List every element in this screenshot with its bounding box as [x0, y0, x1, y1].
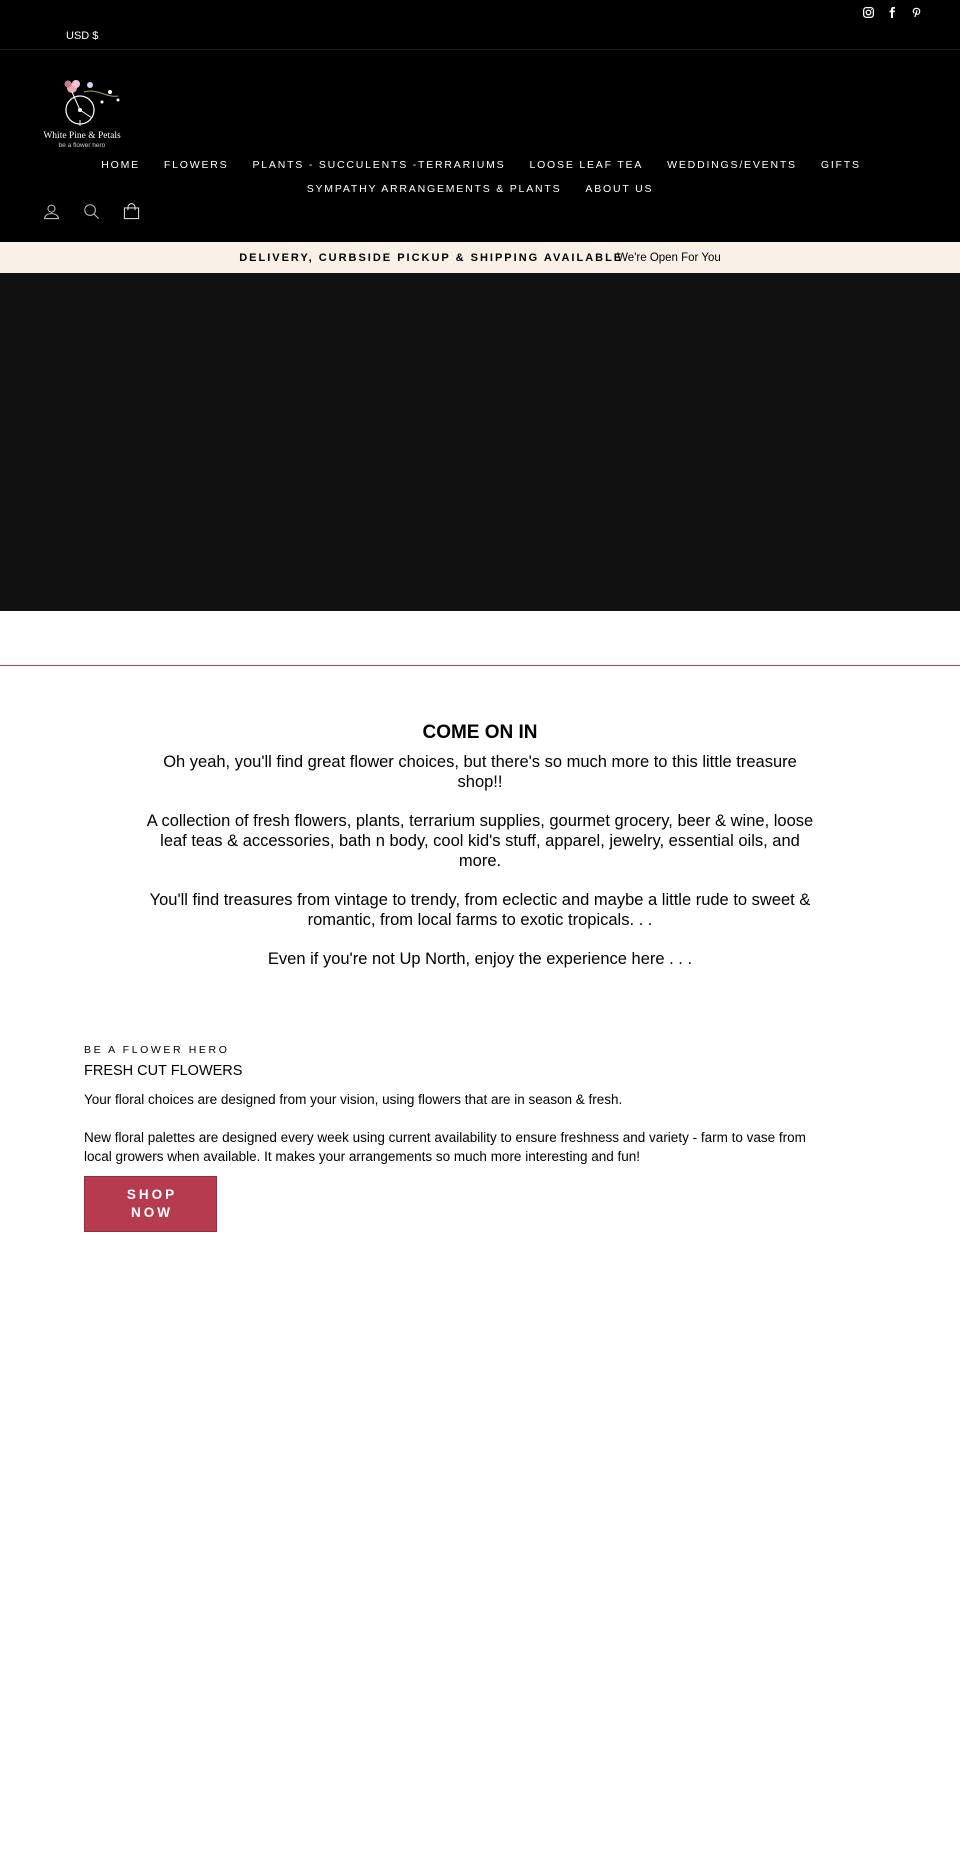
intro-section [140, 722, 820, 988]
facebook-icon[interactable] [884, 4, 900, 20]
intro-paragraph-4: Even if you're not Up North, enjoy the experience here . . . [267, 950, 693, 968]
cart-icon[interactable] [120, 200, 142, 222]
pinterest-icon[interactable] [908, 4, 924, 20]
section-divider [0, 665, 960, 666]
feature-kicker: BE A FLOWER HERO [84, 1044, 230, 1056]
instagram-icon[interactable] [860, 4, 876, 20]
hero-banner [0, 273, 960, 611]
shop-now-button[interactable] [84, 1176, 217, 1232]
nav-loose-leaf-tea[interactable]: LOOSE LEAF TEA [529, 159, 644, 171]
feature-section [84, 1044, 824, 1232]
intro-heading: COME ON IN [422, 722, 538, 743]
nav-flowers[interactable]: FLOWERS [163, 159, 229, 171]
site-header [0, 50, 960, 242]
nav-plants[interactable]: PLANTS - SUCCULENTS -TERRARIUMS [252, 159, 506, 171]
nav-sympathy[interactable]: SYMPATHY ARRANGEMENTS & PLANTS [306, 183, 562, 195]
shop-now-line-2: NOW [131, 1205, 173, 1220]
intro-paragraph-1: Oh yeah, you'll find great flower choices, but there's so much more to this little treasure shop!! [163, 753, 797, 791]
logo-tagline: be a flower hero [58, 142, 106, 149]
search-icon[interactable] [80, 200, 102, 222]
announcement-bar [0, 242, 960, 273]
announcement-regular: We're Open For You [617, 251, 721, 264]
feature-paragraph-2: New floral palettes are designed every week using current availability to ensure freshness and variety - farm to vase from local growers when available. It makes your arrangements so much more interesting and fun! [84, 1130, 806, 1164]
nav-home[interactable]: HOME [101, 159, 140, 171]
top-bar [0, 0, 960, 50]
shop-now-line-1: SHOP [126, 1187, 178, 1202]
feature-title: FRESH CUT FLOWERS [84, 1063, 243, 1079]
nav-about-us[interactable]: ABOUT US [585, 183, 654, 195]
logo-title: White Pine & Petals [43, 131, 121, 141]
intro-paragraph-2: A collection of fresh flowers, plants, terrarium supplies, gourmet grocery, beer & wine, loose leaf teas & accessories, bath n body, cool kid's stuff, apparel, jewelry, essential oils, and more. [146, 812, 814, 870]
user-icon[interactable] [40, 200, 62, 222]
social-links [860, 4, 924, 20]
header-actions [40, 200, 142, 222]
intro-paragraph-3: You'll find treasures from vintage to trendy, from eclectic and maybe a little rude to sweet & romantic, from local farms to exotic tropicals. . . [149, 891, 811, 929]
announcement-bold: DELIVERY, CURBSIDE PICKUP & SHIPPING AVAILABLE [239, 251, 624, 264]
currency-selector[interactable]: USD $ [66, 30, 99, 42]
nav-weddings-events[interactable]: WEDDINGS/EVENTS [667, 159, 797, 171]
feature-paragraph-1: Your floral choices are designed from your vision, using flowers that are in season & fresh. [84, 1092, 623, 1107]
main-navigation [0, 153, 960, 201]
nav-gifts[interactable]: GIFTS [820, 159, 861, 171]
store-logo[interactable] [28, 70, 138, 150]
